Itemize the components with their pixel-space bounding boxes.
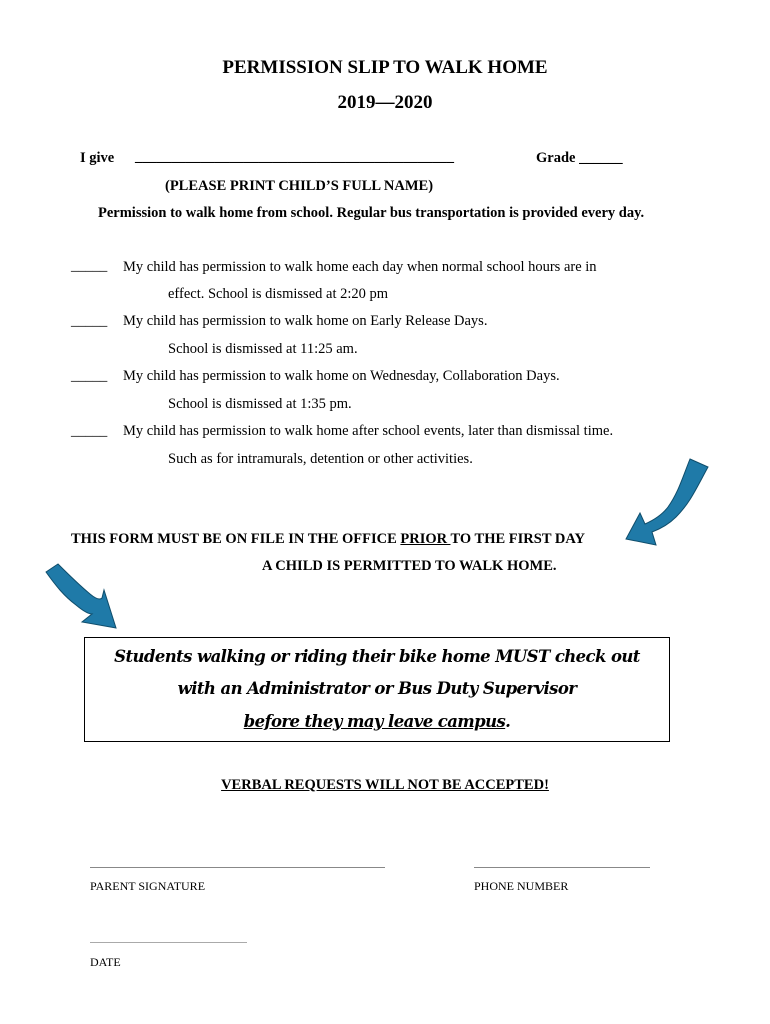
- checkout-callout-box: [84, 637, 670, 742]
- option-blank-2[interactable]: _____: [71, 313, 108, 329]
- callout-line-2: with an Administrator or Bus Duty Supervisor: [177, 679, 577, 698]
- phone-number-label: PHONE NUMBER: [474, 879, 569, 893]
- option-detail-1: effect. School is dismissed at 2:20 pm: [168, 286, 389, 302]
- i-give-label: I give: [80, 150, 115, 166]
- date-line[interactable]: [90, 942, 247, 943]
- office-notice: THIS FORM MUST BE ON FILE IN THE OFFICE PRIOR TO THE FIRST DAY: [71, 531, 585, 547]
- option-blank-4[interactable]: _____: [71, 423, 108, 439]
- curved-arrow-icon: [42, 560, 122, 636]
- grade-field[interactable]: Grade ______: [536, 150, 623, 166]
- option-blank-3[interactable]: _____: [71, 368, 108, 384]
- page-title: PERMISSION SLIP TO WALK HOME: [222, 57, 548, 78]
- phone-number-line[interactable]: [474, 867, 650, 868]
- option-detail-2: School is dismissed at 11:25 am.: [168, 341, 358, 357]
- name-hint: (PLEASE PRINT CHILD’S FULL NAME): [165, 178, 434, 194]
- verbal-requests-notice: VERBAL REQUESTS WILL NOT BE ACCEPTED!: [221, 777, 549, 793]
- option-text-4: My child has permission to walk home after school events, later than dismissal time.: [123, 423, 614, 439]
- option-detail-4: Such as for intramurals, detention or other activities.: [168, 451, 473, 467]
- option-text-2: My child has permission to walk home on Early Release Days.: [123, 313, 488, 329]
- child-name-field[interactable]: ____________________________________________: [135, 149, 454, 165]
- office-notice-line2: A CHILD IS PERMITTED TO WALK HOME.: [262, 558, 557, 574]
- date-label: DATE: [90, 955, 121, 969]
- option-text-3: My child has permission to walk home on Wednesday, Collaboration Days.: [123, 368, 560, 384]
- option-blank-1[interactable]: _____: [71, 258, 108, 274]
- school-year: 2019—2020: [337, 92, 433, 113]
- option-text-1: My child has permission to walk home each day when normal school hours are in: [123, 259, 597, 275]
- parent-signature-line[interactable]: [90, 867, 385, 868]
- permission-statement: Permission to walk home from school. Regular bus transportation is provided every day.: [98, 205, 645, 221]
- curved-arrow-icon: [618, 455, 718, 550]
- option-detail-3: School is dismissed at 1:35 pm.: [168, 396, 352, 412]
- callout-line-1: Students walking or riding their bike home MUST check out: [114, 647, 640, 666]
- callout-line-3: before they may leave campus.: [243, 712, 511, 731]
- parent-signature-label: PARENT SIGNATURE: [90, 879, 206, 893]
